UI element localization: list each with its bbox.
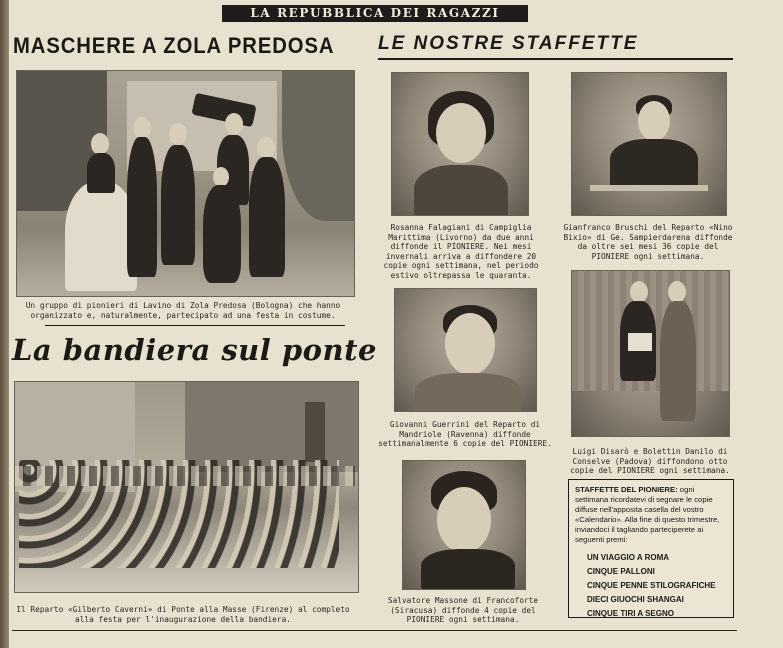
prize-item: UN VIAGGIO A ROMA	[587, 553, 670, 562]
section-rule	[45, 325, 345, 326]
prize-box-intro	[575, 485, 727, 545]
prize-item: CINQUE PENNE STILOGRAFICHE	[587, 581, 716, 590]
caption-luigi-danilo: Luigi Disarò e Bolettin Danilo di Conselve (Padova) diffondono otto copie del PIONIERE ogni settimana.	[570, 447, 730, 476]
caption-costume-group: Un gruppo di pionieri di Lavino di Zola Predosa (Bologna) che hanno organizzato e, naturalmente, partecipato ad una festa in costume.	[25, 301, 341, 320]
caption-gianfranco: Gianfranco Bruschi del Reparto «Nino Bixio» di Ge. Sampierdarena diffonde da oltre sei mesi 36 copie del PIONIERE ogni settimana.	[563, 223, 733, 261]
photo-salvatore	[402, 460, 526, 590]
staffette-prize-box	[568, 479, 734, 618]
photo-giovanni	[394, 288, 537, 412]
photo-reparto-group	[14, 381, 359, 593]
prize-list	[575, 551, 727, 621]
photo-costume-group	[16, 70, 355, 297]
page-edge	[0, 0, 9, 648]
prize-item: CINQUE PALLONI	[587, 567, 655, 576]
bottom-rule	[12, 630, 737, 631]
divider-rule	[378, 58, 733, 60]
photo-rosanna	[391, 72, 529, 216]
photo-luigi-danilo	[571, 270, 730, 437]
prize-box-text: ogni settimana ricordatevi di segnare le copie diffuse nell'apposita casella del vostro «Calendario». Alla fine di questo trimestre, inviandoci il tagliando parteciperete ai seguenti premi:	[575, 485, 720, 544]
caption-giovanni: Giovanni Guerrini del Reparto di Mandriole (Ravenna) diffonde settimanalmente 6 copie del PIONIERE.	[378, 420, 552, 449]
masthead: LA REPUBBLICA DEI RAGAZZI	[222, 5, 528, 22]
caption-salvatore: Salvatore Massone di Francoforte (Siracusa) diffonde 4 copie del PIONIERE ogni settimana.	[387, 596, 539, 625]
prize-box-lead: STAFFETTE DEL PIONIERE:	[575, 485, 678, 494]
photo-gianfranco	[571, 72, 727, 216]
prize-item: DIECI GIUOCHI SHANGAI	[587, 595, 684, 604]
section-title-bandiera: La bandiera sul ponte	[12, 333, 377, 367]
caption-reparto-group: Il Reparto «Gilberto Caverni» di Ponte alla Masse (Firenze) al completo alla festa per l'inaugurazione della bandiera.	[16, 605, 350, 624]
caption-rosanna: Rosanna Falagiani di Campiglia Marittima (Livorno) da due anni diffonde il PIONIERE. Nei mesi invernali arriva a diffondere 20 copie ogni settimana, nel periodo estivo oltrepassa le quaranta.	[383, 223, 539, 280]
headline-staffette: LE NOSTRE STAFFETTE	[378, 33, 639, 54]
prize-item: CINQUE TIRI A SEGNO	[587, 609, 674, 618]
headline-maschere: MASCHERE A ZOLA PREDOSA	[13, 33, 335, 58]
